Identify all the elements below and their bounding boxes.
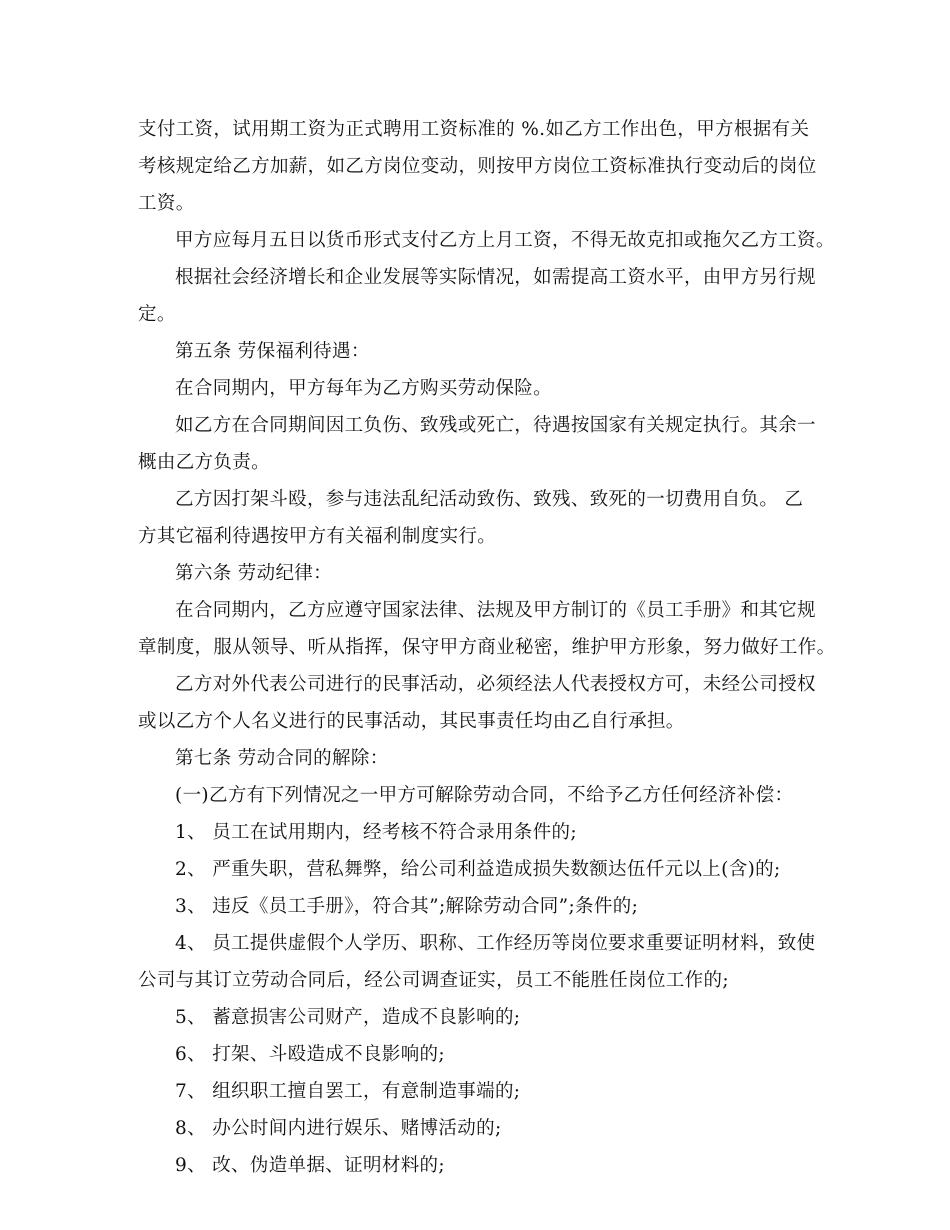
text-line: 根据社会经济增长和企业发展等实际情况，如需提高工资水平，由甲方另行规 [175, 267, 816, 288]
text-line: 在合同期内，甲方每年为乙方购买劳动保险。 [175, 378, 553, 399]
list-item: 2、 严重失职，营私舞弊，给公司利益造成损失数额达伍仟元以上(含)的; [175, 859, 781, 880]
list-item: 9、 改、伪造单据、证明材料的; [175, 1155, 445, 1176]
text-line: 方其它福利待遇按甲方有关福利制度实行。 [138, 526, 497, 547]
section-heading: 第五条 劳保福利待遇： [175, 341, 370, 362]
list-item: 4、 员工提供虚假个人学历、职称、工作经历等岗位要求重要证明材料，致使 [175, 933, 816, 954]
section-heading: 第七条 劳动合同的解除： [175, 748, 389, 769]
text-line: 在合同期内，乙方应遵守国家法律、法规及甲方制订的《员工手册》和其它规 [175, 600, 816, 621]
text-line: 公司与其订立劳动合同后，经公司调查证实，员工不能胜任岗位工作的; [138, 970, 729, 991]
text-line: 如乙方在合同期间因工负伤、致残或死亡，待遇按国家有关规定执行。其余一 [175, 415, 816, 436]
text-line: 乙方因打架斗殴，参与违法乱纪活动致伤、致残、致死的一切费用自负。 乙 [175, 489, 804, 510]
text-line: 考核规定给乙方加薪，如乙方岗位变动，则按甲方岗位工资标准执行变动后的岗位 [138, 156, 817, 177]
list-item: 6、 打架、斗殴造成不良影响的; [175, 1044, 445, 1065]
text-line: 章制度，服从领导、听从指挥，保守甲方商业秘密，维护甲方形象，努力做好工作。 [138, 637, 836, 658]
text-line: 定。 [138, 304, 176, 325]
list-item: 7、 组织职工擅自罢工，有意制造事端的; [175, 1081, 521, 1102]
text-line: (一)乙方有下列情况之一甲方可解除劳动合同，不给予乙方任何经济补偿： [175, 785, 794, 806]
text-line: 乙方对外代表公司进行的民事活动，必须经法人代表授权方可，未经公司授权 [175, 674, 816, 695]
list-item: 3、 违反《员工手册》，符合其”;解除劳动合同”;条件的; [175, 896, 639, 917]
text-line: 甲方应每月五日以货币形式支付乙方上月工资，不得无故克扣或拖欠乙方工资。 [175, 230, 835, 251]
text-line: 或以乙方个人名义进行的民事活动，其民事责任均由乙自行承担。 [138, 711, 685, 732]
list-item: 5、 蓄意损害公司财产，造成不良影响的; [175, 1007, 521, 1028]
text-line: 工资。 [138, 193, 195, 214]
list-item: 8、 办公时间内进行娱乐、赌博活动的; [175, 1118, 502, 1139]
section-heading: 第六条 劳动纪律： [175, 563, 333, 584]
text-line: 支付工资，试用期工资为正式聘用工资标准的 %.如乙方工作出色，甲方根据有关 [138, 119, 810, 140]
list-item: 1、 员工在试用期内，经考核不符合录用条件的; [175, 822, 577, 843]
text-line: 概由乙方负责。 [138, 452, 270, 473]
